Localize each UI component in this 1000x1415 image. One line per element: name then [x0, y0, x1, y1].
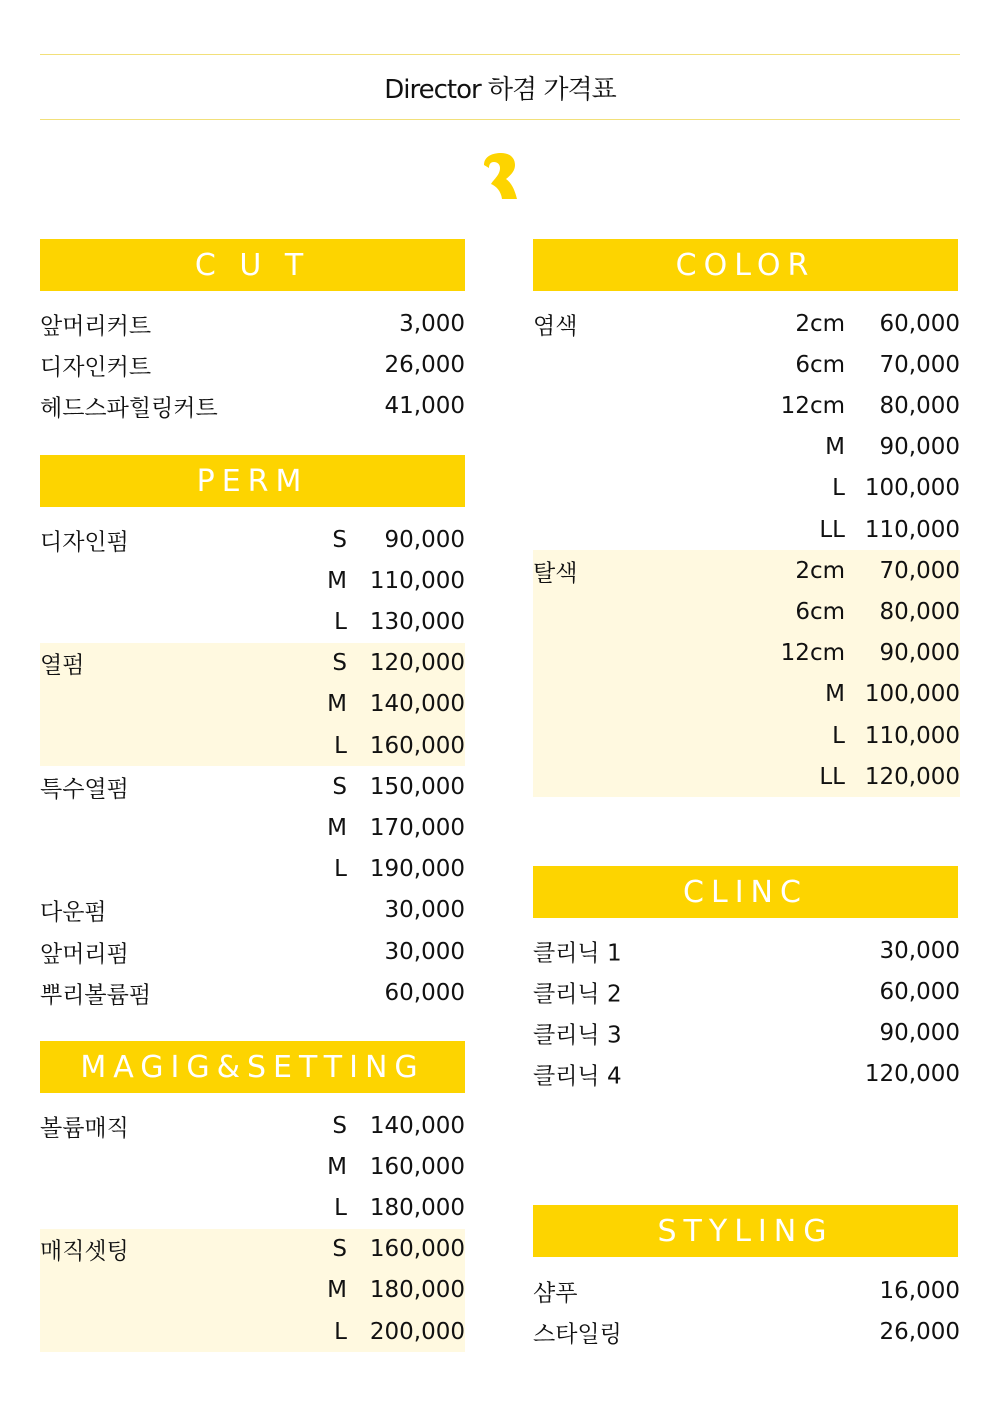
cut-section-header: C U T [40, 239, 465, 291]
price-row [533, 344, 960, 385]
price-value: 160,000 [369, 1153, 465, 1180]
price-value: 120,000 [369, 650, 465, 677]
price-row [40, 1270, 465, 1311]
price-value: 60,000 [384, 979, 465, 1006]
service-name: 샴푸 [533, 1280, 578, 1307]
price-row [40, 931, 465, 972]
size-label: L [334, 732, 347, 759]
size-label: 2cm [795, 310, 845, 337]
service-name: 클리닉 1 [533, 940, 622, 967]
service-name: 탈색 [533, 560, 578, 587]
price-row [40, 684, 465, 725]
price-value: 190,000 [369, 856, 465, 883]
service-name: 매직셋팅 [40, 1238, 129, 1265]
price-value: 3,000 [399, 310, 465, 337]
price-value: 140,000 [369, 1112, 465, 1139]
price-row [533, 971, 960, 1012]
price-row [40, 807, 465, 848]
service-name: 클리닉 2 [533, 981, 622, 1008]
price-row [40, 385, 465, 426]
price-row [533, 550, 960, 591]
magic-service-group [40, 1105, 465, 1229]
magic-section-header: MAGIG&SETTING [40, 1041, 465, 1093]
magic-service-group [40, 1229, 465, 1353]
price-row [533, 633, 960, 674]
price-row [40, 1105, 465, 1146]
price-value: 160,000 [369, 1236, 465, 1263]
price-value: 200,000 [369, 1318, 465, 1345]
service-name: 열펌 [40, 652, 85, 679]
price-value: 90,000 [879, 1019, 960, 1046]
price-row [40, 344, 465, 385]
size-label: L [334, 608, 347, 635]
service-name: 앞머리펌 [40, 941, 129, 968]
price-value: 26,000 [384, 351, 465, 378]
clinic-service-group [533, 930, 960, 971]
price-value: 70,000 [879, 557, 960, 584]
size-label: L [832, 722, 845, 749]
price-row [40, 303, 465, 344]
price-value: 100,000 [864, 475, 960, 502]
price-row [40, 1311, 465, 1352]
size-label: LL [819, 516, 845, 543]
price-row [40, 972, 465, 1013]
price-row [533, 468, 960, 509]
price-value: 170,000 [369, 814, 465, 841]
price-value: 16,000 [879, 1277, 960, 1304]
perm-service-group [40, 972, 465, 1013]
service-name: 디자인커트 [40, 354, 152, 381]
size-label: S [332, 650, 347, 677]
perm-service-group [40, 519, 465, 643]
price-row [533, 1012, 960, 1053]
price-row [533, 1270, 960, 1311]
clinic-section-header: CLINC [533, 866, 958, 918]
perm-service-group [40, 931, 465, 972]
styling-service-group [533, 1311, 960, 1352]
perm-service-group [40, 890, 465, 931]
service-name: 클리닉 3 [533, 1022, 622, 1049]
price-row [533, 427, 960, 468]
price-value: 30,000 [384, 938, 465, 965]
price-value: 30,000 [879, 937, 960, 964]
price-value: 180,000 [369, 1194, 465, 1221]
price-value: 150,000 [369, 773, 465, 800]
service-name: 다운펌 [40, 899, 107, 926]
service-name: 염색 [533, 313, 578, 340]
price-row [40, 1229, 465, 1270]
price-row [533, 1054, 960, 1095]
price-value: 120,000 [864, 763, 960, 790]
price-value: 100,000 [864, 681, 960, 708]
color-service-group [533, 303, 960, 550]
cut-service-group [40, 385, 465, 426]
price-row [533, 303, 960, 344]
cut-service-group [40, 303, 465, 344]
price-row [533, 715, 960, 756]
title-bottom-rule [40, 119, 960, 120]
color-section-header: COLOR [533, 239, 958, 291]
size-label: L [832, 475, 845, 502]
price-value: 90,000 [384, 526, 465, 553]
price-value: 180,000 [369, 1277, 465, 1304]
price-value: 110,000 [864, 722, 960, 749]
service-name: 클리닉 4 [533, 1063, 622, 1090]
service-name: 특수열펌 [40, 776, 129, 803]
price-row [40, 1146, 465, 1187]
price-value: 90,000 [879, 640, 960, 667]
hook-logo-icon [482, 153, 522, 201]
size-label: 12cm [780, 640, 845, 667]
price-row [533, 385, 960, 426]
price-value: 30,000 [384, 897, 465, 924]
size-label: 12cm [780, 392, 845, 419]
price-value: 60,000 [879, 310, 960, 337]
price-row [533, 1311, 960, 1352]
service-name: 볼륨매직 [40, 1115, 129, 1142]
price-row [40, 560, 465, 601]
size-label: L [334, 1194, 347, 1221]
price-value: 26,000 [879, 1318, 960, 1345]
size-label: M [327, 567, 347, 594]
price-value: 110,000 [864, 516, 960, 543]
price-value: 90,000 [879, 434, 960, 461]
price-value: 80,000 [879, 598, 960, 625]
styling-service-group [533, 1270, 960, 1311]
price-row [40, 643, 465, 684]
size-label: L [334, 856, 347, 883]
price-row [533, 591, 960, 632]
price-value: 140,000 [369, 691, 465, 718]
price-value: 70,000 [879, 351, 960, 378]
price-value: 160,000 [369, 732, 465, 759]
price-row [533, 509, 960, 550]
clinic-service-group [533, 971, 960, 1012]
size-label: L [334, 1318, 347, 1345]
size-label: S [332, 1236, 347, 1263]
size-label: LL [819, 763, 845, 790]
price-value: 110,000 [369, 567, 465, 594]
price-row [533, 674, 960, 715]
service-name: 헤드스파힐링커트 [40, 395, 218, 422]
size-label: M [327, 691, 347, 718]
price-row [40, 766, 465, 807]
size-label: M [327, 1153, 347, 1180]
size-label: 6cm [795, 351, 845, 378]
service-name: 디자인펌 [40, 529, 129, 556]
price-value: 80,000 [879, 392, 960, 419]
price-row [40, 849, 465, 890]
perm-service-group [40, 766, 465, 890]
size-label: S [332, 773, 347, 800]
perm-service-group [40, 643, 465, 767]
size-label: M [327, 1277, 347, 1304]
price-value: 130,000 [369, 608, 465, 635]
page-title: Director 하겸 가격표 [384, 74, 616, 105]
service-name: 앞머리커트 [40, 313, 152, 340]
size-label: 2cm [795, 557, 845, 584]
perm-section-header: PERM [40, 455, 465, 507]
price-row [533, 756, 960, 797]
price-row [40, 1187, 465, 1228]
size-label: S [332, 526, 347, 553]
size-label: M [327, 814, 347, 841]
price-row [40, 890, 465, 931]
styling-section-header: STYLING [533, 1205, 958, 1257]
price-value: 60,000 [879, 978, 960, 1005]
clinic-service-group [533, 1012, 960, 1053]
color-service-group [533, 550, 960, 797]
size-label: 6cm [795, 598, 845, 625]
service-name: 뿌리볼륨펌 [40, 982, 152, 1009]
price-value: 120,000 [864, 1061, 960, 1088]
price-value: 41,000 [384, 392, 465, 419]
cut-service-group [40, 344, 465, 385]
price-row [40, 519, 465, 560]
clinic-service-group [533, 1054, 960, 1095]
price-row [533, 930, 960, 971]
service-name: 스타일링 [533, 1321, 622, 1348]
size-label: M [825, 681, 845, 708]
price-row [40, 725, 465, 766]
price-row [40, 601, 465, 642]
size-label: M [825, 434, 845, 461]
size-label: S [332, 1112, 347, 1139]
